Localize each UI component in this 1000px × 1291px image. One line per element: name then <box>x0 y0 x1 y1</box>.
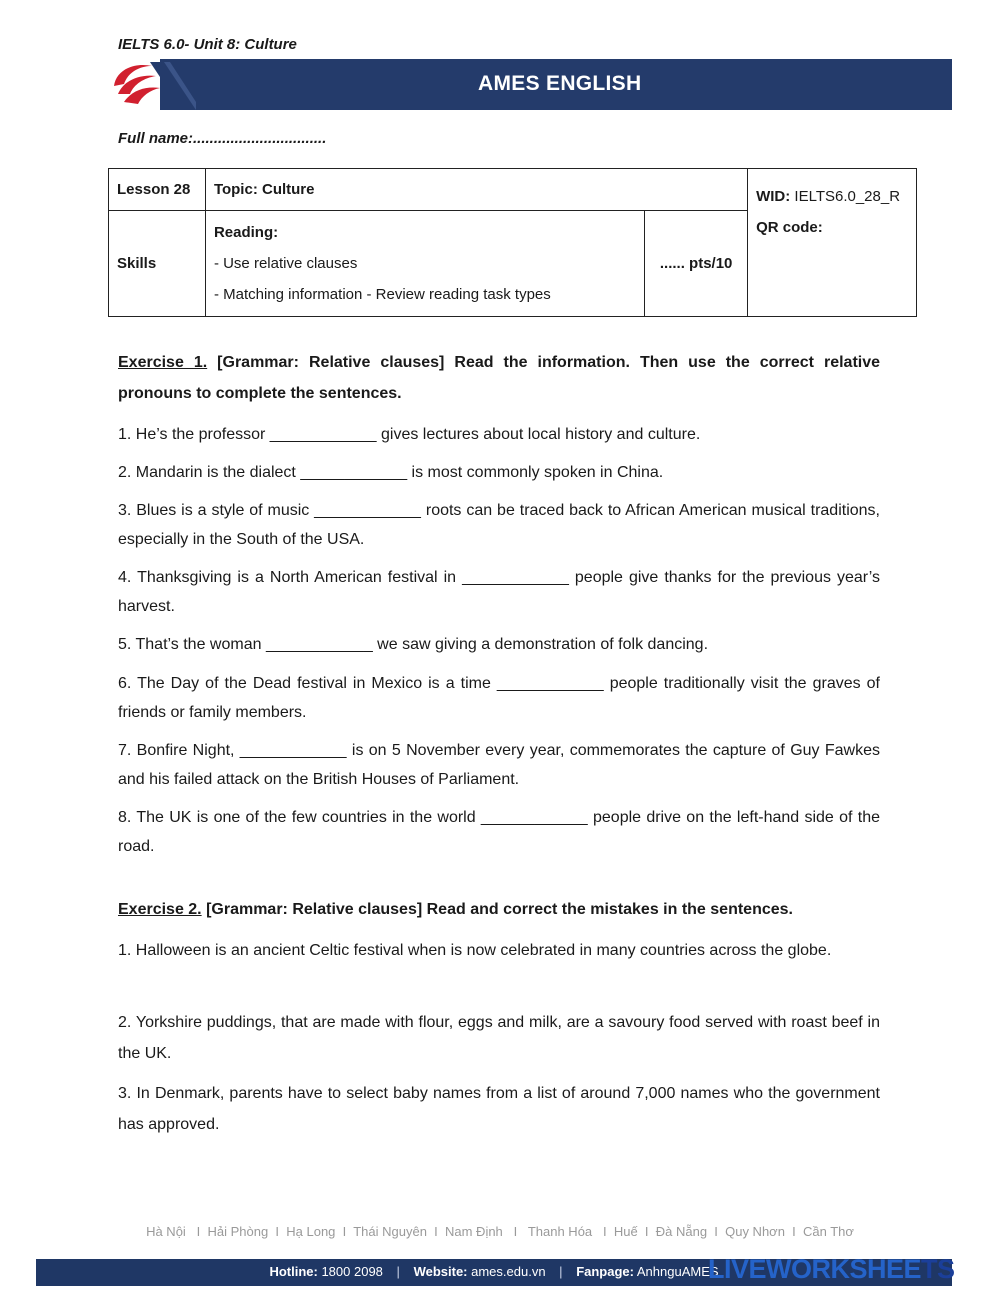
reading-label: Reading: <box>213 224 279 241</box>
exercise-2-item[interactable]: 1. Halloween is an ancient Celtic festival when is now celebrated in many countries across the globe. <box>118 942 832 959</box>
skills-list <box>205 211 644 317</box>
liveworksheets-watermark <box>708 1254 955 1285</box>
website-label: Website: <box>413 1264 468 1279</box>
website-link[interactable]: ames.edu.vn <box>467 1264 546 1279</box>
exercise-2-label: Exercise 2. <box>118 901 202 918</box>
skills-label: Skills <box>109 211 206 317</box>
wid-cell <box>748 169 917 317</box>
qr-label: QR code: <box>756 219 823 236</box>
fanpage-link[interactable]: AnhnguAMES <box>633 1264 719 1279</box>
lesson-info-table <box>108 168 917 317</box>
exercise-1-item[interactable]: 1. He’s the professor ____________ gives lectures about local history and culture. <box>118 426 701 443</box>
lesson-number: Lesson 28 <box>109 169 206 211</box>
exercise-1-item[interactable]: 6. The Day of the Dead festival in Mexico is a time ____________ people traditionally visit the graves of friends or family members. <box>118 675 880 721</box>
watermark-tail: TS <box>921 1254 955 1284</box>
exercise-1-label: Exercise 1. <box>118 354 208 371</box>
ames-logo-icon <box>104 56 196 114</box>
wid-value: IELTS6.0_28_R <box>790 188 901 205</box>
full-name-field[interactable]: Full name:................................ <box>118 130 327 147</box>
exercise-1-item[interactable]: 7. Bonfire Night, ____________ is on 5 November every year, commemorates the capture of Guy Fawkes and his failed attack on the British Houses of Parliament. <box>118 742 880 788</box>
hotline-label: Hotline: <box>269 1264 318 1279</box>
points-field[interactable]: ...... pts/10 <box>645 211 748 317</box>
exercise-1-title <box>118 347 880 409</box>
fanpage-label: Fanpage: <box>576 1264 634 1279</box>
exercise-2-item[interactable]: 3. In Denmark, parents have to select baby names from a list of around 7,000 names who the government has approved. <box>118 1085 880 1133</box>
exercise-1-item[interactable]: 5. That’s the woman ____________ we saw giving a demonstration of folk dancing. <box>118 636 709 653</box>
exercise-1-item[interactable]: 2. Mandarin is the dialect ____________ is most commonly spoken in China. <box>118 464 664 481</box>
exercise-1-item[interactable]: 3. Blues is a style of music ____________ roots can be traced back to African American musical traditions, especially in the South of the USA. <box>118 502 880 548</box>
unit-title: IELTS 6.0- Unit 8: Culture <box>118 36 297 53</box>
watermark-text: LIVEWORKSHEE <box>708 1254 922 1284</box>
exercise-1-instruction: [Grammar: Relative clauses] Read the information. Then use the correct relative pronouns to complete the sentences. <box>118 354 881 402</box>
exercise-2-item[interactable]: 2. Yorkshire puddings, that are made with flour, eggs and milk, are a savoury food served with roast beef in the UK. <box>118 1014 880 1062</box>
exercise-1-item[interactable]: 4. Thanksgiving is a North American festival in ____________ people give thanks for the previous year’s harvest. <box>118 569 880 615</box>
hotline-number: 1800 2098 <box>317 1264 383 1279</box>
footer-contacts: Hotline: 1800 2098 | Website: ames.edu.vn | Fanpage: AnhnguAMES <box>269 1264 719 1279</box>
exercise-1-item[interactable]: 8. The UK is one of the few countries in the world ____________ people drive on the left-hand side of the road. <box>118 809 880 855</box>
topic: Topic: Culture <box>205 169 747 211</box>
brand-title: AMES ENGLISH <box>478 72 642 95</box>
skill-item: - Matching information - Review reading task types <box>213 286 551 303</box>
wid-label: WID: <box>756 188 791 205</box>
skill-item: - Use relative clauses <box>213 255 358 272</box>
footer-cities: Hà Nội I Hải Phòng I Hạ Long I Thái Nguyên I Nam Định I Thanh Hóa I Huế I Đà Nẵng I Quy Nhơn I Cần Thơ <box>146 1224 854 1239</box>
exercise-2-instruction: [Grammar: Relative clauses] Read and correct the mistakes in the sentences. <box>201 901 793 918</box>
exercise-2-title <box>118 894 880 925</box>
